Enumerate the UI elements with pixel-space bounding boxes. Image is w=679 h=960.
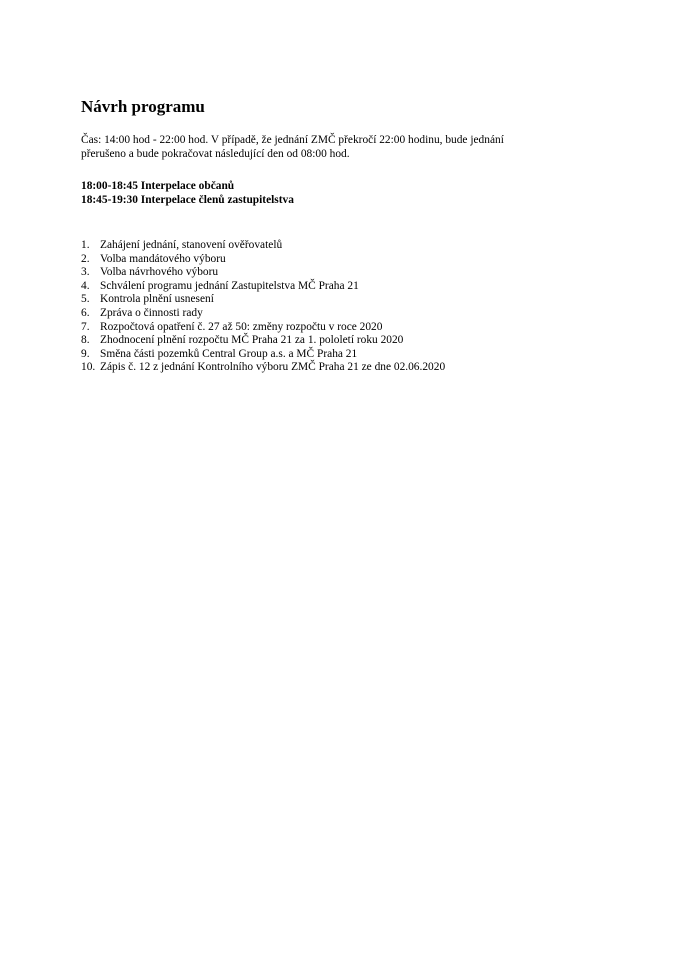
agenda-item-number: 5. (81, 293, 90, 306)
agenda-item-number: 1. (81, 239, 90, 251)
agenda-item-text: Zápis č. 12 z jednání Kontrolního výboru ZMČ Praha 21 ze dne 02.06.2020 (100, 361, 446, 374)
agenda-list (81, 239, 445, 375)
agenda-item (81, 348, 445, 362)
agenda-item-number: 2. (81, 252, 90, 265)
agenda-item (81, 361, 445, 375)
agenda-item (81, 293, 445, 307)
agenda-item-text: Volba mandátového výboru (100, 252, 226, 265)
agenda-item-text: Zahájení jednání, stanovení ověřovatelů (100, 239, 283, 251)
agenda-item (81, 280, 445, 294)
page-title: Návrh programu (81, 97, 205, 116)
agenda-item-number: 7. (81, 320, 90, 333)
agenda-item-number: 6. (81, 306, 90, 319)
agenda-item-number: 9. (81, 347, 90, 360)
agenda-item-text: Schválení programu jednání Zastupitelstva MČ Praha 21 (100, 279, 359, 292)
agenda-item-text: Zhodnocení plnění rozpočtu MČ Praha 21 za 1. pololetí roku 2020 (100, 334, 404, 347)
agenda-item-number: 10. (81, 361, 96, 374)
citizen-interpellation: 18:00-18:45 Interpelace občanů (81, 180, 235, 192)
time-note-line: Čas: 14:00 hod - 22:00 hod. V případě, že jednání ZMČ překročí 22:00 hodinu, bude jednání (81, 134, 504, 146)
agenda-item-text: Směna části pozemků Central Group a.s. a MČ Praha 21 (100, 347, 358, 360)
agenda-item-number: 3. (81, 266, 90, 279)
agenda-item (81, 239, 445, 253)
agenda-item-number: 4. (81, 279, 90, 292)
agenda-item-text: Zpráva o činnosti rady (100, 306, 203, 319)
agenda-item (81, 253, 445, 267)
agenda-item-number: 8. (81, 334, 90, 347)
agenda-item (81, 321, 445, 335)
time-note (81, 134, 601, 161)
agenda-item-text: Kontrola plnění usnesení (100, 293, 214, 306)
agenda-item-text: Volba návrhového výboru (100, 266, 219, 279)
member-interpellation: 18:45-19:30 Interpelace členů zastupitelstva (81, 193, 294, 206)
interpellation-schedule (81, 180, 294, 207)
agenda-item (81, 307, 445, 321)
time-note-line: přerušeno a bude pokračovat následující den od 08:00 hod. (81, 147, 350, 160)
agenda-item (81, 266, 445, 280)
agenda-item-text: Rozpočtová opatření č. 27 až 50: změny rozpočtu v roce 2020 (100, 320, 383, 333)
agenda-item (81, 334, 445, 348)
